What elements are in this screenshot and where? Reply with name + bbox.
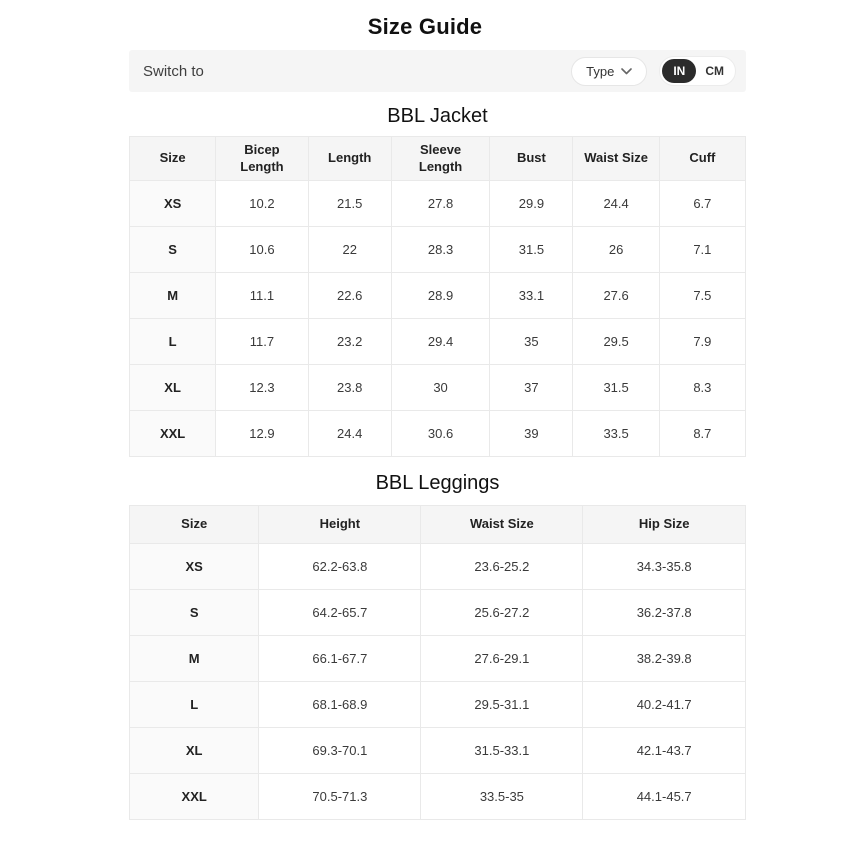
data-cell: 27.6-29.1 xyxy=(421,636,583,682)
jacket-header-waist-size: Waist Size xyxy=(573,137,659,181)
jacket-header-cuff: Cuff xyxy=(659,137,745,181)
data-cell: 22 xyxy=(308,227,391,273)
leggings-row-m xyxy=(130,636,746,682)
unit-toggle[interactable] xyxy=(659,56,736,86)
data-cell: 26 xyxy=(573,227,659,273)
jacket-header-row xyxy=(130,137,746,181)
leggings-section-title: BBL Leggings xyxy=(375,472,500,494)
data-cell: 62.2-63.8 xyxy=(259,544,421,590)
leggings-header-row xyxy=(130,506,746,544)
size-cell: S xyxy=(130,590,259,636)
unit-option-cm[interactable]: CM xyxy=(705,64,724,78)
jacket-row-m xyxy=(130,273,746,319)
jacket-header-bust: Bust xyxy=(490,137,573,181)
page-title: Size Guide xyxy=(367,14,483,39)
jacket-row-xxl xyxy=(130,411,746,457)
data-cell: 6.7 xyxy=(659,181,745,227)
data-cell: 31.5 xyxy=(490,227,573,273)
jacket-row-xs xyxy=(130,181,746,227)
leggings-header-waist-size: Waist Size xyxy=(421,506,583,544)
data-cell: 22.6 xyxy=(308,273,391,319)
data-cell: 11.7 xyxy=(216,319,308,365)
size-cell: S xyxy=(130,227,216,273)
type-dropdown-label: Type xyxy=(586,63,615,79)
leggings-size-table xyxy=(129,505,746,820)
switch-to-label: Switch to xyxy=(143,62,204,80)
data-cell: 28.9 xyxy=(391,273,490,319)
data-cell: 33.1 xyxy=(490,273,573,319)
data-cell: 21.5 xyxy=(308,181,391,227)
type-dropdown-button[interactable] xyxy=(571,57,647,86)
unit-option-in[interactable]: IN xyxy=(662,59,696,83)
size-cell: L xyxy=(130,319,216,365)
size-cell: L xyxy=(130,682,259,728)
data-cell: 25.6-27.2 xyxy=(421,590,583,636)
data-cell: 40.2-41.7 xyxy=(583,682,746,728)
data-cell: 31.5 xyxy=(573,365,659,411)
leggings-header-height: Height xyxy=(259,506,421,544)
data-cell: 24.4 xyxy=(573,181,659,227)
data-cell: 70.5-71.3 xyxy=(259,774,421,820)
size-cell: M xyxy=(130,636,259,682)
data-cell: 68.1-68.9 xyxy=(259,682,421,728)
data-cell: 23.2 xyxy=(308,319,391,365)
size-cell: XXL xyxy=(130,411,216,457)
jacket-size-table xyxy=(129,136,746,457)
data-cell: 12.9 xyxy=(216,411,308,457)
data-cell: 27.8 xyxy=(391,181,490,227)
data-cell: 27.6 xyxy=(573,273,659,319)
size-cell: XL xyxy=(130,365,216,411)
data-cell: 37 xyxy=(490,365,573,411)
size-cell: XS xyxy=(130,181,216,227)
data-cell: 29.5 xyxy=(573,319,659,365)
data-cell: 33.5-35 xyxy=(421,774,583,820)
data-cell: 11.1 xyxy=(216,273,308,319)
data-cell: 39 xyxy=(490,411,573,457)
data-cell: 69.3-70.1 xyxy=(259,728,421,774)
size-guide-panel xyxy=(129,50,746,820)
data-cell: 29.4 xyxy=(391,319,490,365)
jacket-row-l xyxy=(130,319,746,365)
switch-bar xyxy=(129,50,746,92)
data-cell: 36.2-37.8 xyxy=(583,590,746,636)
leggings-row-xs xyxy=(130,544,746,590)
data-cell: 23.6-25.2 xyxy=(421,544,583,590)
data-cell: 34.3-35.8 xyxy=(583,544,746,590)
data-cell: 31.5-33.1 xyxy=(421,728,583,774)
data-cell: 30 xyxy=(391,365,490,411)
data-cell: 10.2 xyxy=(216,181,308,227)
size-cell: XL xyxy=(130,728,259,774)
data-cell: 29.5-31.1 xyxy=(421,682,583,728)
data-cell: 38.2-39.8 xyxy=(583,636,746,682)
data-cell: 7.1 xyxy=(659,227,745,273)
leggings-row-l xyxy=(130,682,746,728)
data-cell: 28.3 xyxy=(391,227,490,273)
data-cell: 7.9 xyxy=(659,319,745,365)
data-cell: 7.5 xyxy=(659,273,745,319)
data-cell: 8.7 xyxy=(659,411,745,457)
jacket-header-length: Length xyxy=(308,137,391,181)
jacket-row-xl xyxy=(130,365,746,411)
data-cell: 10.6 xyxy=(216,227,308,273)
jacket-header-sleeve-length: Sleeve Length xyxy=(391,137,490,181)
data-cell: 29.9 xyxy=(490,181,573,227)
data-cell: 64.2-65.7 xyxy=(259,590,421,636)
data-cell: 23.8 xyxy=(308,365,391,411)
jacket-section-title: BBL Jacket xyxy=(387,105,488,127)
chevron-down-icon xyxy=(621,68,632,75)
jacket-header-size: Size xyxy=(130,137,216,181)
leggings-header-size: Size xyxy=(130,506,259,544)
data-cell: 42.1-43.7 xyxy=(583,728,746,774)
data-cell: 33.5 xyxy=(573,411,659,457)
leggings-row-xl xyxy=(130,728,746,774)
size-cell: XS xyxy=(130,544,259,590)
data-cell: 44.1-45.7 xyxy=(583,774,746,820)
toolbar-controls xyxy=(571,56,736,86)
size-cell: XXL xyxy=(130,774,259,820)
data-cell: 30.6 xyxy=(391,411,490,457)
leggings-header-hip-size: Hip Size xyxy=(583,506,746,544)
leggings-row-xxl xyxy=(130,774,746,820)
jacket-row-s xyxy=(130,227,746,273)
size-cell: M xyxy=(130,273,216,319)
data-cell: 35 xyxy=(490,319,573,365)
data-cell: 8.3 xyxy=(659,365,745,411)
data-cell: 24.4 xyxy=(308,411,391,457)
data-cell: 66.1-67.7 xyxy=(259,636,421,682)
data-cell: 12.3 xyxy=(216,365,308,411)
jacket-header-bicep-length: Bicep Length xyxy=(216,137,308,181)
leggings-row-s xyxy=(130,590,746,636)
